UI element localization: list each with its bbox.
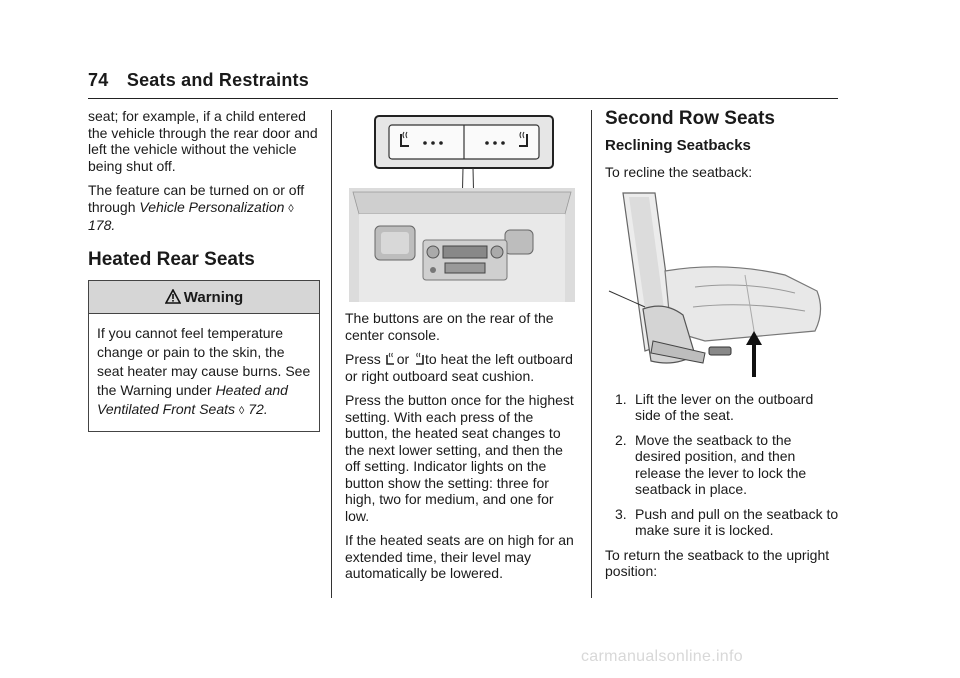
list-item (605, 391, 840, 424)
paragraph-feature-toggle: The feature can be turned on or off through Vehicle Personalization ◊ 178. (88, 182, 305, 233)
link-heated-ventilated-front-seats[interactable]: Heated and Ventilated Front Seats (97, 381, 288, 417)
paragraph-auto-lowered: If the heated seats are on high for an extended time, their level may automatically be lowered. (345, 532, 574, 581)
column-divider-2 (591, 110, 592, 598)
feature-toggle-text: The feature can be turned on or off through (88, 182, 305, 215)
list-item (605, 506, 840, 539)
warning-title: Warning (183, 289, 244, 306)
link-vehicle-personalization[interactable]: Vehicle Personalization (139, 198, 285, 215)
heading-second-row-seats: Second Row Seats (605, 108, 775, 129)
page-ref-icon: ◊ (288, 202, 294, 215)
step-text: Lift the lever on the outboard side of the seat. (635, 390, 814, 423)
left-seat-heater-icon (385, 352, 397, 366)
warning-text: If you cannot feel temperature change or pain to the skin, the seat heater may cause burns. See the Warning under Heated and Ventilated Front Seats ◊ 72. (97, 324, 311, 417)
press-text: Press (345, 351, 381, 367)
section-title: Seats and Restraints (126, 70, 309, 90)
header-rule (88, 98, 838, 99)
return-upright-text: To return the seatback to the upright position: (605, 546, 830, 579)
column-divider-1 (331, 110, 332, 598)
warning-body-text: If you cannot feel temperature change or pain to the skin, the seat heater may cause burns. See the Warning under (97, 324, 311, 398)
or-text: or (396, 351, 410, 367)
seat-recline-illustration (605, 191, 835, 379)
heading-reclining-seatbacks: Reclining Seatbacks (605, 136, 751, 154)
heat-seat-text: to heat the left outboard or right outboard seat cushion. (345, 351, 573, 384)
warning-header (89, 281, 319, 314)
paragraph-settings: Press the button once for the highest setting. With each press of the button, the heated seat changes to the next lower setting, and then the off setting. Indicator lights on the button show the setting: three for high, two for medium, and one for low. (345, 392, 574, 524)
heading-heated-rear-seats: Heated Rear Seats (88, 248, 255, 270)
step-number: 2. (615, 431, 627, 448)
page-number: 74 (88, 70, 109, 90)
watermark: carmanualsonline.info (581, 648, 743, 665)
page-ref-number[interactable]: 178 (88, 217, 112, 233)
paragraph-child-entered: seat; for example, if a child entered the vehicle through the rear door and left the vehicle without the vehicle being shut off. (88, 108, 318, 174)
page-ref-number[interactable]: 72 (248, 400, 264, 417)
console-caption: The buttons are on the rear of the center console. (345, 310, 554, 343)
column-middle (345, 108, 579, 590)
column-left (88, 108, 320, 432)
center-console-illustration (345, 108, 579, 302)
step-text: Push and pull on the seatback to make sure it is locked. (635, 505, 839, 538)
list-item (605, 432, 840, 498)
warning-triangle-icon (165, 289, 181, 304)
lift-arrow-icon (746, 331, 762, 377)
column-right (605, 108, 840, 588)
page-ref-icon: ◊ (238, 404, 245, 417)
step-number: 3. (615, 505, 627, 522)
recline-intro: To recline the seatback: (605, 164, 753, 180)
paragraph-press-buttons (345, 351, 579, 384)
page-header (88, 70, 838, 91)
step-text: Move the seatback to the desired position, and then release the lever to lock the seatback in place. (635, 431, 807, 497)
step-number: 1. (615, 390, 627, 407)
right-seat-heater-icon (413, 352, 425, 366)
warning-box (88, 280, 320, 432)
recline-steps (605, 391, 840, 539)
